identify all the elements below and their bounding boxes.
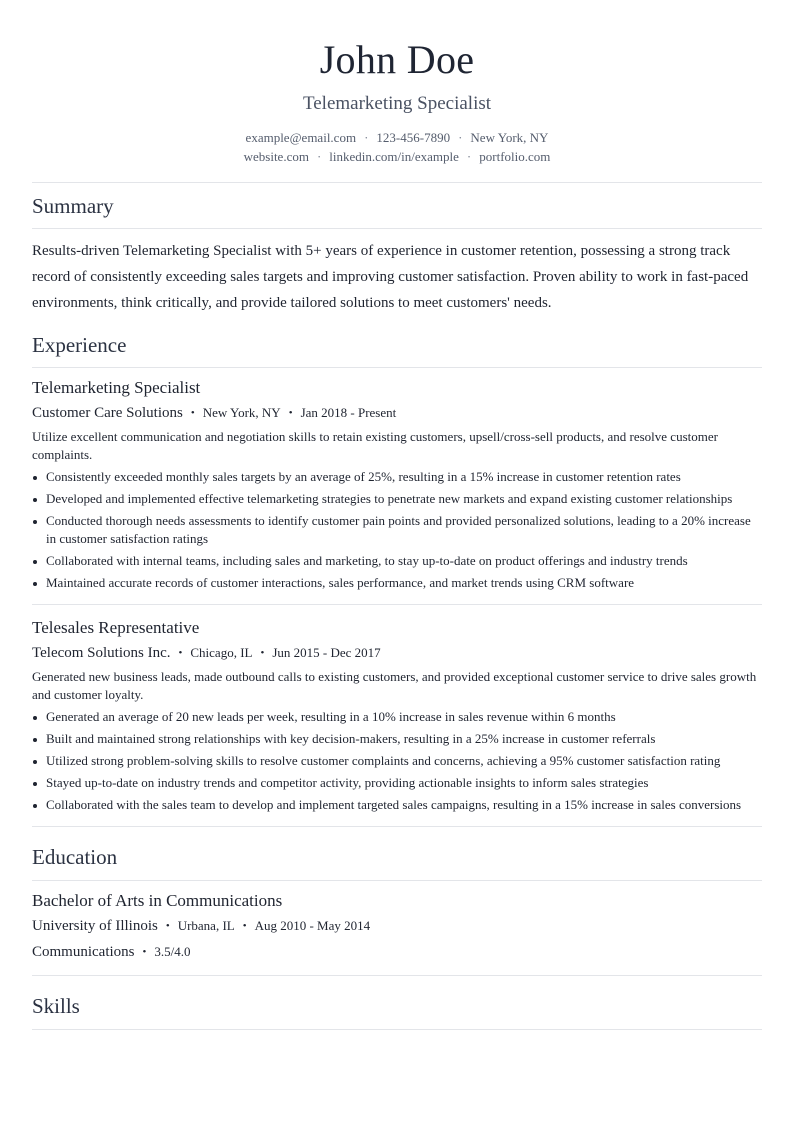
- skills-heading: Skills: [32, 994, 80, 1018]
- education-section: [32, 844, 762, 976]
- bullet-dot-icon: [33, 782, 37, 786]
- meta-dot-separator: •: [242, 920, 247, 932]
- achievement-item: [32, 796, 762, 814]
- bullet-dot-icon: [33, 582, 37, 586]
- contact-separator: ·: [364, 130, 369, 145]
- contact-separator: ·: [316, 149, 322, 164]
- job-dates: Jan 2018 - Present: [300, 405, 397, 420]
- education-field: Communications: [32, 944, 135, 960]
- job-location: New York, NY: [202, 405, 281, 420]
- education-heading: Education: [32, 845, 118, 869]
- achievement-text: Utilized strong problem-solving skills to resolve customer complaints and concerns, achieving a 95% customer satisfaction rating: [46, 753, 721, 768]
- achievement-text: Collaborated with internal teams, including sales and marketing, to stay up-to-date on product offerings and industry trends: [46, 553, 688, 568]
- achievement-text: Built and maintained strong relationships with key decision-makers, resulting in a 25% increase in customer referrals: [46, 731, 656, 746]
- section-divider: [32, 826, 762, 827]
- candidate-title: Telemarketing Specialist: [302, 93, 492, 114]
- bullet-dot-icon: [33, 804, 37, 808]
- contact-separator: ·: [458, 130, 463, 145]
- achievement-item: [32, 574, 762, 592]
- education-location: Urbana, IL: [177, 918, 235, 933]
- job-meta: [32, 643, 762, 664]
- contact-website-link[interactable]: website.com: [243, 149, 309, 164]
- education-school: University of Illinois: [32, 918, 158, 934]
- meta-dot-separator: •: [190, 407, 195, 419]
- job-entry: [32, 617, 762, 814]
- achievement-item: [32, 708, 762, 726]
- meta-dot-separator: •: [142, 946, 147, 958]
- job-company: Customer Care Solutions: [32, 405, 183, 421]
- education-dates: Aug 2010 - May 2014: [254, 918, 371, 933]
- achievement-text: Collaborated with the sales team to develop and implement targeted sales campaigns, resulting in a 15% increase in sales conversions: [46, 797, 742, 812]
- job-entry: [32, 377, 762, 592]
- education-gpa: 3.5/4.0: [154, 944, 191, 959]
- achievement-item: [32, 512, 762, 548]
- bullet-dot-icon: [33, 520, 37, 524]
- job-company: Telecom Solutions Inc.: [32, 645, 171, 661]
- contact-portfolio-link[interactable]: portfolio.com: [479, 149, 551, 164]
- contact-email[interactable]: example@email.com: [245, 130, 357, 145]
- job-description: Generated new business leads, made outbound calls to existing customers, and provided exceptional customer service to drive sales growth and customer loyalty.: [32, 669, 757, 702]
- education-heading-divider: [32, 880, 762, 881]
- candidate-name: John Doe: [319, 37, 475, 82]
- experience-section: [32, 332, 762, 827]
- job-meta: [32, 403, 762, 424]
- contact-phone[interactable]: 123-456-7890: [376, 130, 451, 145]
- bullet-dot-icon: [33, 716, 37, 720]
- job-dates: Jun 2015 - Dec 2017: [272, 645, 381, 660]
- meta-dot-separator: •: [178, 647, 183, 659]
- meta-dot-separator: •: [288, 407, 293, 419]
- achievement-item: [32, 730, 762, 748]
- summary-heading: Summary: [32, 194, 114, 218]
- meta-dot-separator: •: [260, 647, 265, 659]
- summary-heading-divider: [32, 228, 762, 229]
- achievement-text: Consistently exceeded monthly sales targets by an average of 25%, resulting in a 15% increase in customer retention rates: [46, 469, 681, 484]
- achievement-text: Maintained accurate records of customer interactions, sales performance, and market trends using CRM software: [46, 575, 635, 590]
- bullet-dot-icon: [33, 476, 37, 480]
- header-divider: [32, 182, 762, 183]
- achievement-text: Stayed up-to-date on industry trends and competitor activity, providing actionable insights to inform sales strategies: [46, 775, 649, 790]
- bullet-dot-icon: [33, 760, 37, 764]
- contact-row-links: [32, 147, 762, 166]
- job-divider: [32, 604, 762, 605]
- education-degree: Bachelor of Arts in Communications: [32, 891, 283, 910]
- bullet-dot-icon: [33, 560, 37, 564]
- job-achievements: [32, 708, 762, 814]
- job-title: Telemarketing Specialist: [32, 378, 201, 397]
- job-achievements: [32, 468, 762, 592]
- skills-heading-divider: [32, 1029, 762, 1030]
- achievement-text: Generated an average of 20 new leads per week, resulting in a 10% increase in sales revenue within 6 months: [46, 709, 616, 724]
- achievement-item: [32, 468, 762, 486]
- meta-dot-separator: •: [165, 920, 170, 932]
- experience-heading: Experience: [32, 333, 127, 357]
- achievement-text: Developed and implemented effective telemarketing strategies to penetrate new markets and expand existing customer relationships: [46, 491, 733, 506]
- bullet-dot-icon: [33, 498, 37, 502]
- section-divider: [32, 975, 762, 976]
- bullet-dot-icon: [33, 738, 37, 742]
- job-title: Telesales Representative: [32, 618, 200, 637]
- contact-location: New York, NY: [470, 130, 549, 145]
- experience-heading-divider: [32, 367, 762, 368]
- job-description: Utilize excellent communication and negotiation skills to retain existing customers, upsell/cross-sell products, and resolve customer complaints.: [32, 429, 718, 462]
- summary-text: Results-driven Telemarketing Specialist with 5+ years of experience in customer retention, possessing a strong track record of consistently exceeding sales targets and improving customer satisfaction. Proven ability to work in fast-paced environments, think critically, and provide tailored solutions to meet customers' needs.: [32, 243, 749, 311]
- achievement-item: [32, 552, 762, 570]
- achievement-item: [32, 774, 762, 792]
- education-field-row: [32, 942, 762, 963]
- skills-section: [32, 993, 762, 1030]
- contact-row-primary: [32, 128, 762, 147]
- achievement-text: Conducted thorough needs assessments to identify customer pain points and provided personalized solutions, leading to a 20% increase in customer satisfaction ratings: [46, 513, 751, 546]
- contact-separator: ·: [466, 149, 472, 164]
- achievement-item: [32, 752, 762, 770]
- summary-section: [32, 193, 762, 316]
- education-meta: [32, 916, 762, 937]
- achievement-item: [32, 490, 762, 508]
- resume-header: [32, 0, 762, 166]
- job-location: Chicago, IL: [190, 645, 253, 660]
- contact-linkedin-link[interactable]: linkedin.com/in/example: [329, 149, 459, 164]
